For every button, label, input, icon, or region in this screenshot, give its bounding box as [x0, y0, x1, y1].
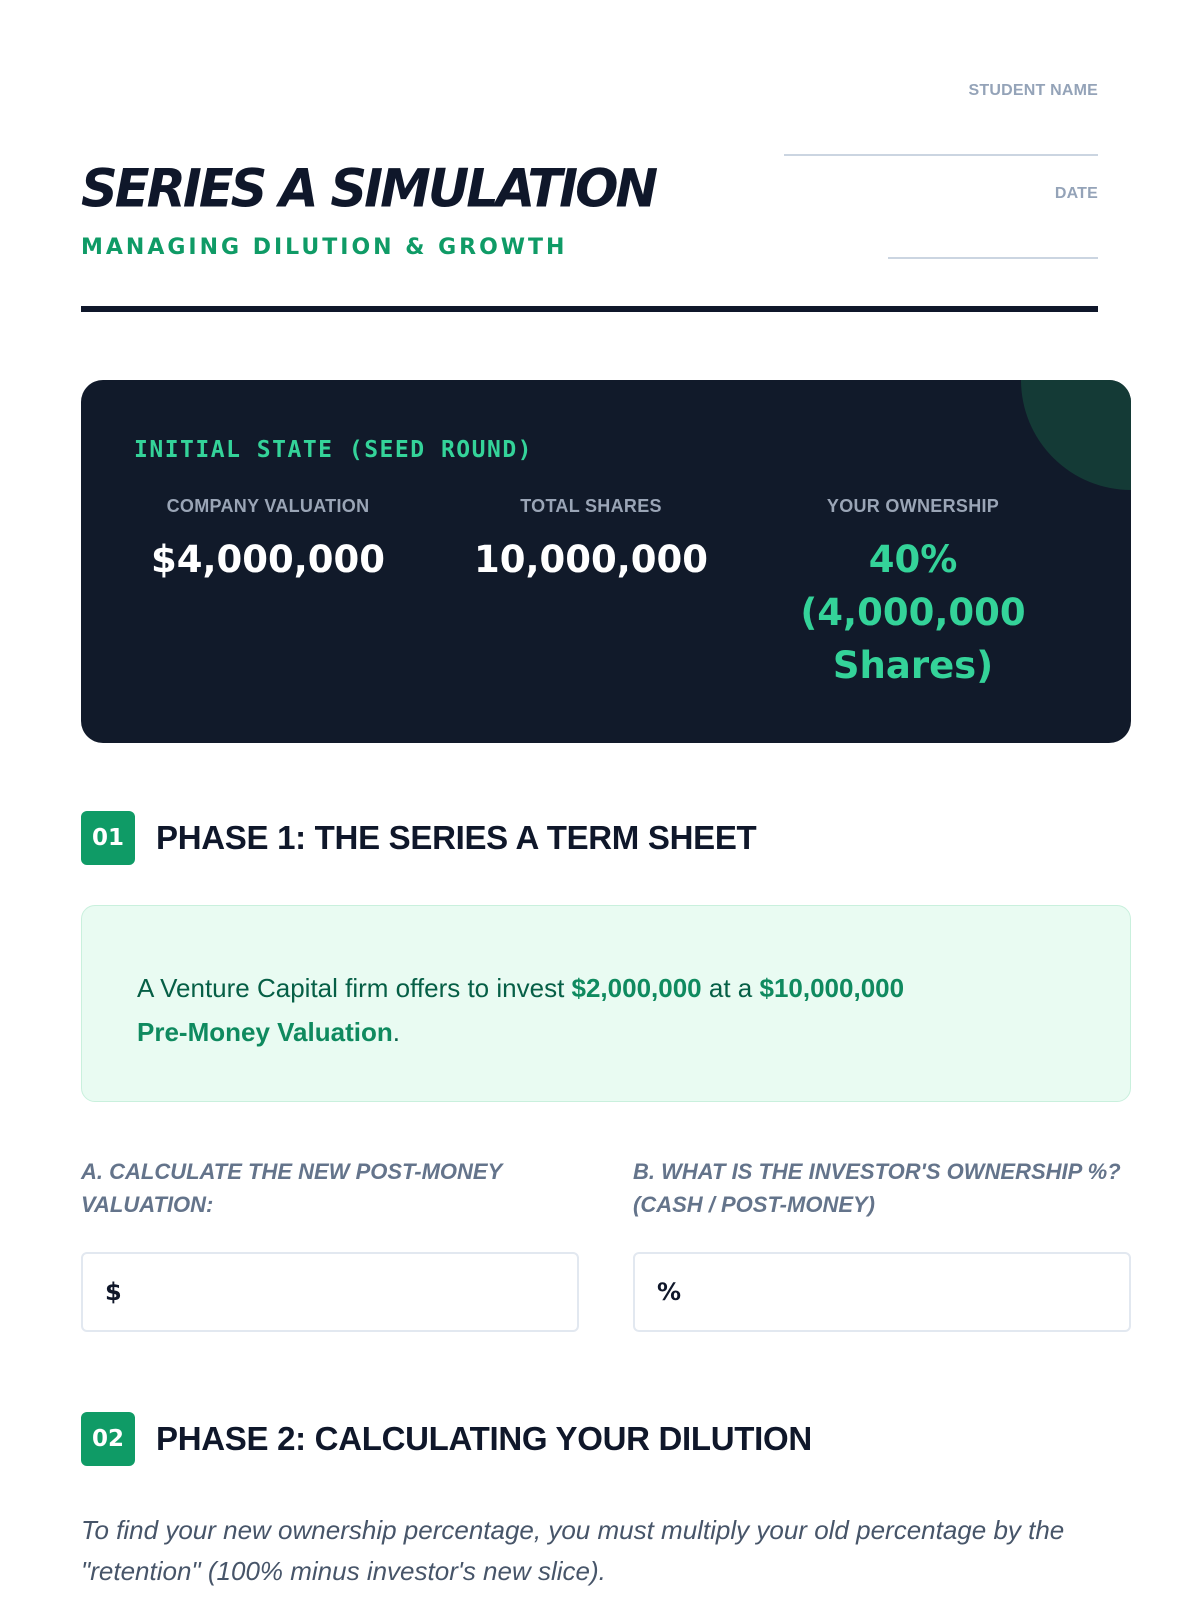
term-sheet-offer: [81, 905, 1131, 1102]
date-line[interactable]: [888, 257, 1098, 259]
stat-value: $4,000,000: [150, 538, 386, 581]
dilution-explanation: To find your new ownership percentage, you must multiply your old percentage by the "retention" (100% minus investor's new slice).: [81, 1515, 1065, 1586]
stat-company-valuation: [118, 496, 418, 586]
stat-label: COMPANY VALUATION: [166, 496, 370, 516]
stat-label: YOUR OWNERSHIP: [826, 496, 1000, 516]
initial-state-card: [81, 380, 1131, 743]
header-divider: [81, 306, 1098, 312]
phase-2-heading: [81, 1412, 812, 1466]
offer-text-middle: at a: [701, 973, 760, 1003]
ownership-shares-unit: Shares): [832, 644, 994, 687]
dollar-prefix: $: [105, 1278, 122, 1306]
question-a: [81, 1155, 579, 1332]
post-money-answer-input[interactable]: [81, 1252, 579, 1332]
offer-valuation-label: Pre-Money Valuation: [137, 1017, 393, 1047]
date-label: DATE: [1054, 185, 1098, 202]
student-name-label: STUDENT NAME: [968, 82, 1098, 99]
phase-number-badge: 01: [81, 811, 135, 865]
ownership-percent: 40%: [868, 538, 958, 581]
page-title: SERIES A SIMULATION: [81, 159, 656, 220]
page-subtitle: MANAGING DILUTION & GROWTH: [81, 235, 568, 260]
student-name-line[interactable]: [784, 154, 1098, 156]
stat-your-ownership: [763, 496, 1063, 692]
question-a-label: A. CALCULATE THE NEW POST-MONEY VALUATION:: [81, 1159, 502, 1217]
offer-valuation: $10,000,000: [759, 973, 905, 1003]
worksheet-header: [81, 0, 1098, 310]
stat-value: 10,000,000: [473, 538, 709, 581]
phase-title: PHASE 2: CALCULATING YOUR DILUTION: [156, 1420, 812, 1457]
question-b-label: B. WHAT IS THE INVESTOR'S OWNERSHIP %? (CASH / POST-MONEY): [633, 1159, 1121, 1217]
stat-value: [763, 533, 1063, 692]
phase-1-heading: [81, 811, 756, 865]
offer-text: [137, 966, 1075, 1054]
investor-ownership-answer-input[interactable]: [633, 1252, 1131, 1332]
offer-text-lead: A Venture Capital firm offers to invest: [137, 973, 572, 1003]
phase-title: PHASE 1: THE SERIES A TERM SHEET: [156, 819, 757, 856]
offer-investment: $2,000,000: [571, 973, 702, 1003]
phase-number-badge: 02: [81, 1412, 135, 1466]
percent-prefix: %: [657, 1278, 682, 1306]
offer-text-end: .: [392, 1017, 400, 1047]
stat-label: TOTAL SHARES: [520, 496, 662, 516]
question-b: [633, 1155, 1131, 1332]
initial-state-heading: INITIAL STATE (SEED ROUND): [134, 437, 534, 463]
decorative-corner-circle: [1021, 380, 1131, 490]
ownership-shares: (4,000,000: [800, 591, 1026, 634]
stat-total-shares: [441, 496, 741, 586]
